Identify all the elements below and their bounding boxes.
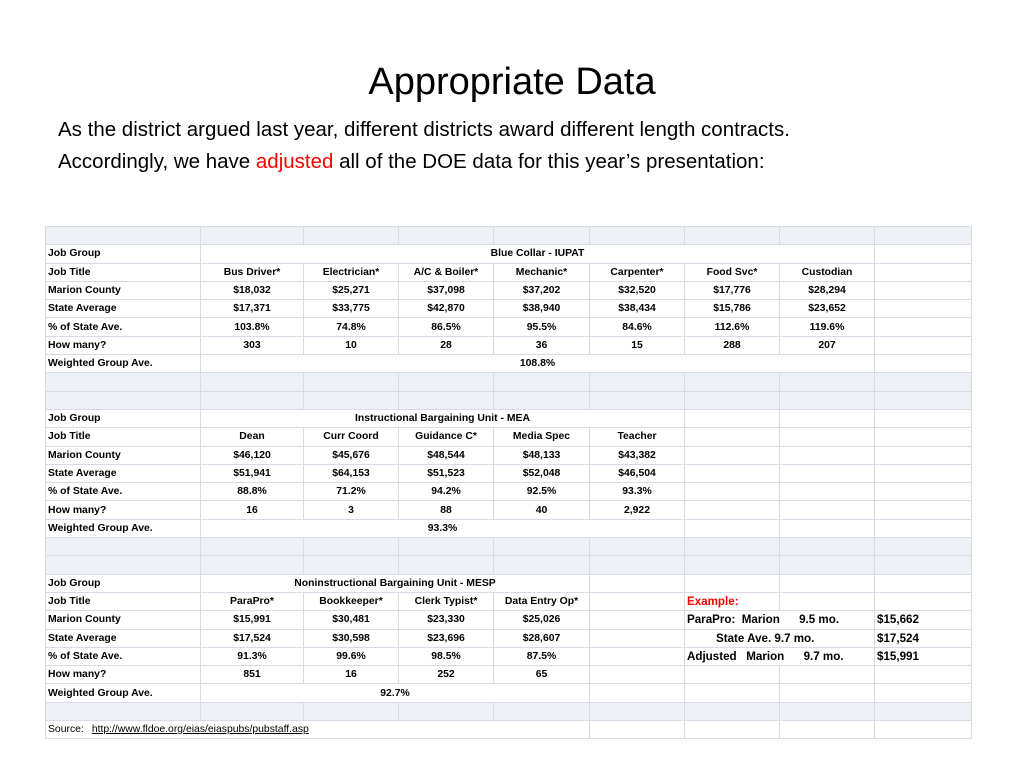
- table-row: [46, 464, 972, 482]
- state-salary-cell: $30,598: [304, 629, 399, 647]
- table-row: [46, 629, 972, 647]
- row-label-how-many: How many?: [46, 666, 201, 684]
- marion-salary-cell: $37,202: [494, 281, 590, 299]
- example-row-parapro: ParaPro: Marion 9.5 mo.: [685, 611, 875, 629]
- blank-row: [46, 538, 972, 556]
- state-salary-cell: $17,371: [201, 300, 304, 318]
- marion-salary-cell: $45,676: [304, 446, 399, 464]
- pct-cell: 91.3%: [201, 647, 304, 665]
- table-row: [46, 684, 972, 702]
- row-label-state: State Average: [46, 300, 201, 318]
- row-label-job-group: Job Group: [46, 574, 201, 592]
- marion-salary-cell: $30,481: [304, 611, 399, 629]
- job-title-cell: Dean: [201, 428, 304, 446]
- row-label-job-group: Job Group: [46, 245, 201, 263]
- marion-salary-cell: $17,776: [685, 281, 780, 299]
- job-title-cell: Electrician*: [304, 263, 399, 281]
- job-title-cell: Media Spec: [494, 428, 590, 446]
- table-row: [46, 501, 972, 519]
- row-label-marion: Marion County: [46, 446, 201, 464]
- pct-cell: 119.6%: [780, 318, 875, 336]
- job-title-cell: Clerk Typist*: [399, 592, 494, 610]
- count-cell: 207: [780, 336, 875, 354]
- state-salary-cell: $51,523: [399, 464, 494, 482]
- state-salary-cell: $15,786: [685, 300, 780, 318]
- count-cell: 36: [494, 336, 590, 354]
- weighted-average-noninstructional: 92.7%: [201, 684, 590, 702]
- count-cell: 16: [304, 666, 399, 684]
- state-salary-cell: $28,607: [494, 629, 590, 647]
- count-cell: 16: [201, 501, 304, 519]
- job-title-cell: Data Entry Op*: [494, 592, 590, 610]
- count-cell: 15: [590, 336, 685, 354]
- group-name-noninstructional: Noninstructional Bargaining Unit - MESP: [201, 574, 590, 592]
- marion-salary-cell: $48,544: [399, 446, 494, 464]
- count-cell: 88: [399, 501, 494, 519]
- group-name-instructional: Instructional Bargaining Unit - MEA: [201, 409, 685, 427]
- row-label-weighted: Weighted Group Ave.: [46, 519, 201, 537]
- pct-cell: 87.5%: [494, 647, 590, 665]
- count-cell: 252: [399, 666, 494, 684]
- row-label-job-title: Job Title: [46, 263, 201, 281]
- blank-row: [46, 373, 972, 391]
- marion-salary-cell: $28,294: [780, 281, 875, 299]
- table-row: [46, 519, 972, 537]
- row-label-state: State Average: [46, 464, 201, 482]
- table-row: [46, 428, 972, 446]
- example-value: $15,662: [875, 611, 972, 629]
- source-link[interactable]: http://www.fldoe.org/eias/eiaspubs/pubstaff.asp: [91, 724, 309, 736]
- example-row-state-ave: State Ave. 9.7 mo.: [685, 629, 875, 647]
- pct-cell: 84.6%: [590, 318, 685, 336]
- job-title-cell: Teacher: [590, 428, 685, 446]
- intro-line-2-start: Accordingly, we have: [58, 150, 256, 173]
- pct-cell: 88.8%: [201, 483, 304, 501]
- marion-salary-cell: $25,026: [494, 611, 590, 629]
- job-title-cell: Bookkeeper*: [304, 592, 399, 610]
- row-label-job-group: Job Group: [46, 409, 201, 427]
- count-cell: 851: [201, 666, 304, 684]
- marion-salary-cell: $25,271: [304, 281, 399, 299]
- state-salary-cell: $23,652: [780, 300, 875, 318]
- state-salary-cell: $38,940: [494, 300, 590, 318]
- row-label-how-many: How many?: [46, 501, 201, 519]
- adjusted-highlight: adjusted: [255, 150, 334, 173]
- state-salary-cell: $33,775: [304, 300, 399, 318]
- count-cell: 40: [494, 501, 590, 519]
- row-label-pct: % of State Ave.: [46, 647, 201, 665]
- table-row: [46, 592, 972, 610]
- count-cell: 10: [304, 336, 399, 354]
- pct-cell: 95.5%: [494, 318, 590, 336]
- example-value: $17,524: [875, 629, 972, 647]
- source-cell: [46, 721, 590, 739]
- job-title-cell: Bus Driver*: [201, 263, 304, 281]
- count-cell: 65: [494, 666, 590, 684]
- pct-cell: 74.8%: [304, 318, 399, 336]
- intro-line-1: As the district argued last year, different districts award different length contracts.: [58, 118, 790, 141]
- table-row: [46, 721, 972, 739]
- source-label: Source:: [48, 724, 84, 736]
- table-row: [46, 483, 972, 501]
- table-row: [46, 666, 972, 684]
- blank-row: [46, 391, 972, 409]
- count-cell: 28: [399, 336, 494, 354]
- intro-line-2: [58, 146, 998, 178]
- job-title-cell: Mechanic*: [494, 263, 590, 281]
- blank-row: [46, 702, 972, 720]
- marion-salary-cell: $15,991: [201, 611, 304, 629]
- pct-cell: 86.5%: [399, 318, 494, 336]
- count-cell: 3: [304, 501, 399, 519]
- count-cell: 288: [685, 336, 780, 354]
- table-row: [46, 263, 972, 281]
- table-row: [46, 647, 972, 665]
- state-salary-cell: $38,434: [590, 300, 685, 318]
- slide-title: Appropriate Data: [368, 61, 656, 103]
- weighted-average-blue-collar: 108.8%: [201, 355, 875, 373]
- table-row: [46, 336, 972, 354]
- example-value: $15,991: [875, 647, 972, 665]
- state-salary-cell: $64,153: [304, 464, 399, 482]
- marion-salary-cell: $37,098: [399, 281, 494, 299]
- marion-salary-cell: $18,032: [201, 281, 304, 299]
- marion-salary-cell: $32,520: [590, 281, 685, 299]
- salary-comparison-table: [45, 226, 972, 739]
- group-name-blue-collar: Blue Collar - IUPAT: [201, 245, 875, 263]
- state-salary-cell: $52,048: [494, 464, 590, 482]
- state-salary-cell: $46,504: [590, 464, 685, 482]
- marion-salary-cell: $23,330: [399, 611, 494, 629]
- example-row-adjusted: Adjusted Marion 9.7 mo.: [685, 647, 875, 665]
- job-title-cell: Carpenter*: [590, 263, 685, 281]
- pct-cell: 92.5%: [494, 483, 590, 501]
- row-label-pct: % of State Ave.: [46, 318, 201, 336]
- job-title-cell: ParaPro*: [201, 592, 304, 610]
- marion-salary-cell: $43,382: [590, 446, 685, 464]
- pct-cell: 93.3%: [590, 483, 685, 501]
- table-row: [46, 446, 972, 464]
- state-salary-cell: $42,870: [399, 300, 494, 318]
- state-salary-cell: $51,941: [201, 464, 304, 482]
- table-row: [46, 574, 972, 592]
- table-row: [46, 409, 972, 427]
- pct-cell: 103.8%: [201, 318, 304, 336]
- job-title-cell: Curr Coord: [304, 428, 399, 446]
- row-label-job-title: Job Title: [46, 428, 201, 446]
- job-title-cell: Guidance C*: [399, 428, 494, 446]
- pct-cell: 98.5%: [399, 647, 494, 665]
- row-label-marion: Marion County: [46, 281, 201, 299]
- example-heading: Example:: [685, 592, 780, 610]
- row-label-weighted: Weighted Group Ave.: [46, 684, 201, 702]
- table-row: [46, 281, 972, 299]
- table-row: [46, 318, 972, 336]
- table-row: [46, 300, 972, 318]
- marion-salary-cell: $48,133: [494, 446, 590, 464]
- row-label-pct: % of State Ave.: [46, 483, 201, 501]
- intro-line-2-end: all of the DOE data for this year’s presentation:: [333, 150, 765, 173]
- pct-cell: 71.2%: [304, 483, 399, 501]
- job-title-cell: Custodian: [780, 263, 875, 281]
- pct-cell: 99.6%: [304, 647, 399, 665]
- table-row: [46, 245, 972, 263]
- row-label-how-many: How many?: [46, 336, 201, 354]
- blank-row: [46, 556, 972, 574]
- row-label-job-title: Job Title: [46, 592, 201, 610]
- count-cell: 303: [201, 336, 304, 354]
- row-label-marion: Marion County: [46, 611, 201, 629]
- job-title-cell: Food Svc*: [685, 263, 780, 281]
- row-label-weighted: Weighted Group Ave.: [46, 355, 201, 373]
- intro-text: [58, 114, 998, 178]
- state-salary-cell: $23,696: [399, 629, 494, 647]
- pct-cell: 94.2%: [399, 483, 494, 501]
- weighted-average-instructional: 93.3%: [201, 519, 685, 537]
- job-title-cell: A/C & Boiler*: [399, 263, 494, 281]
- pct-cell: 112.6%: [685, 318, 780, 336]
- row-label-state: State Average: [46, 629, 201, 647]
- table-row: [46, 355, 972, 373]
- table-row: [46, 611, 972, 629]
- count-cell: 2,922: [590, 501, 685, 519]
- marion-salary-cell: $46,120: [201, 446, 304, 464]
- blank-row: [46, 227, 972, 245]
- state-salary-cell: $17,524: [201, 629, 304, 647]
